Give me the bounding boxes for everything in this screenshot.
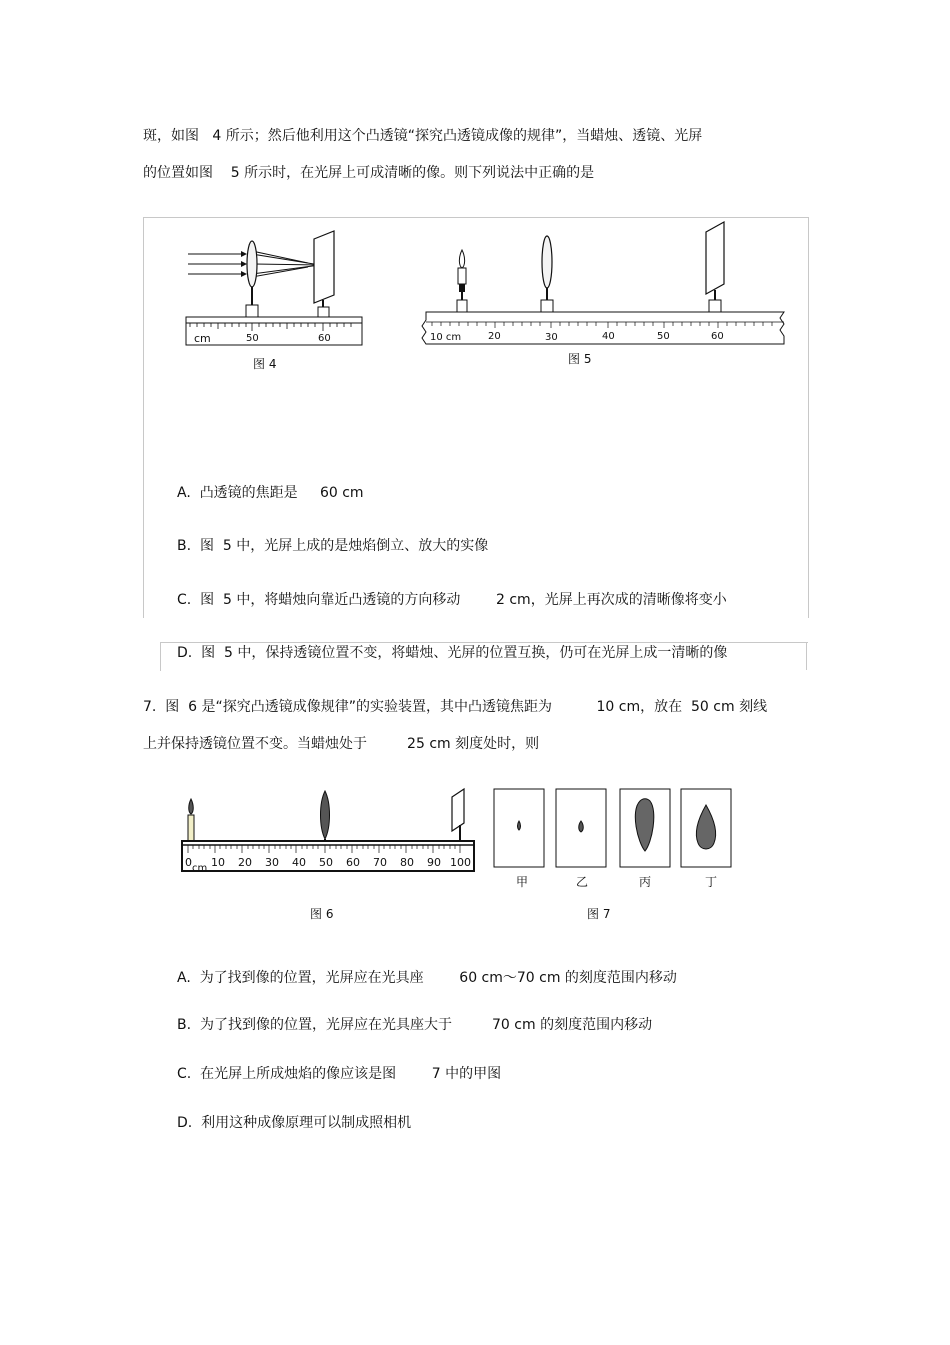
screen-icon (706, 222, 724, 312)
q7-option-a (177, 969, 677, 987)
tick-label: 50 (319, 856, 333, 869)
option-letter: C. (177, 1066, 192, 1082)
figure-6-caption: 图 6 (310, 907, 334, 921)
candle-icon (457, 250, 467, 312)
small-flame-icon (518, 821, 521, 830)
panel-label-bing: 丙 (639, 875, 652, 889)
option-text: 在光屏上所成烛焰的像应该是图 7 中的甲图 (200, 1066, 502, 1082)
option-letter: D. (177, 645, 193, 661)
figure-7-caption: 图 7 (587, 907, 611, 921)
panel-label-jia: 甲 (516, 875, 529, 889)
tick-label: 20 (238, 856, 252, 869)
intro-line-2: 的位置如图 5 所示时，在光屏上可成清晰的像。则下列说法中正确的是 (143, 165, 595, 181)
convex-lens-icon (247, 241, 257, 287)
ruler-unit: cm (192, 863, 208, 874)
tick-label: 30 (265, 856, 279, 869)
option-text: 凸透镜的焦距是 60 cm (199, 485, 364, 501)
tick-label: 60 (318, 333, 331, 344)
option-text: 利用这种成像原理可以制成照相机 (201, 1115, 412, 1131)
option-text: 为了找到像的位置，光屏应在光具座 60 cm～70 cm 的刻度范围内移动 (199, 970, 677, 986)
q6-option-b (177, 537, 488, 555)
candle-icon (188, 799, 194, 841)
panel-label-ding: 丁 (705, 875, 718, 889)
figure-4-caption: 图 4 (253, 357, 277, 371)
option-letter: D. (177, 1115, 193, 1131)
tick-label: 10 cm (430, 332, 462, 343)
option-letter: A. (177, 485, 191, 501)
option-text: 图 5 中，保持透镜位置不变，将蜡烛、光屏的位置互换，仍可在光屏上成一清晰的像 (201, 645, 728, 661)
tick-label: 70 (373, 856, 387, 869)
tick-label: 60 (711, 331, 724, 342)
q6-option-a (177, 484, 364, 502)
tick-label: 50 (246, 333, 259, 344)
q6-option-d (177, 644, 727, 662)
q7-line-2: 上并保持透镜位置不变。当蜡烛处于 25 cm 刻度处时，则 (143, 736, 540, 752)
tick-label: 0 (185, 856, 192, 869)
optical-bench (186, 317, 362, 323)
tick-label: 60 (346, 856, 360, 869)
q7-option-c (177, 1065, 501, 1083)
q7-line-1: 7. 图 6 是“探究凸透镜成像规律”的实验装置，其中凸透镜焦距为 10 cm，放在 50 cm 刻线 (143, 699, 768, 715)
tick-label: 20 (488, 331, 501, 342)
small-flame-icon (579, 821, 584, 832)
screen-icon (314, 231, 334, 303)
tick-label: 80 (400, 856, 414, 869)
q6-option-c (177, 591, 727, 609)
intro-line-1: 斑，如图 4 所示；然后他利用这个凸透镜“探究凸透镜成像的规律”，当蜡烛、透镜、光屏 (143, 128, 703, 144)
tick-label: 40 (602, 331, 615, 342)
tick-label: 50 (657, 331, 670, 342)
tick-label: 100 (450, 856, 471, 869)
tick-label: 40 (292, 856, 306, 869)
figure-5-caption: 图 5 (568, 352, 592, 366)
figure-6 (178, 785, 478, 880)
option-letter: B. (177, 1017, 192, 1033)
figure-7 (492, 787, 742, 869)
q7-option-d (177, 1114, 411, 1132)
option-text: 为了找到像的位置，光屏应在光具座大于 70 cm 的刻度范围内移动 (199, 1017, 653, 1033)
option-letter: B. (177, 538, 192, 554)
frame-divider (806, 642, 807, 670)
screen-icon (452, 789, 464, 841)
option-text: 图 5 中，光屏上成的是烛焰倒立、放大的实像 (199, 538, 489, 554)
option-letter: C. (177, 592, 192, 608)
convex-lens-icon (541, 236, 553, 312)
option-letter: A. (177, 970, 191, 986)
tick-label: 10 (211, 856, 225, 869)
convex-lens-icon (321, 791, 330, 843)
figure-4 (180, 225, 370, 350)
q7-option-b (177, 1016, 652, 1034)
option-text: 图 5 中，将蜡烛向靠近凸透镜的方向移动 2 cm，光屏上再次成的清晰像将变小 (200, 592, 727, 608)
figure-5 (412, 218, 790, 353)
tick-label: 30 (545, 332, 558, 343)
tick-label: 90 (427, 856, 441, 869)
ruler-unit: cm (194, 332, 211, 345)
panel-label-yi: 乙 (576, 875, 589, 889)
